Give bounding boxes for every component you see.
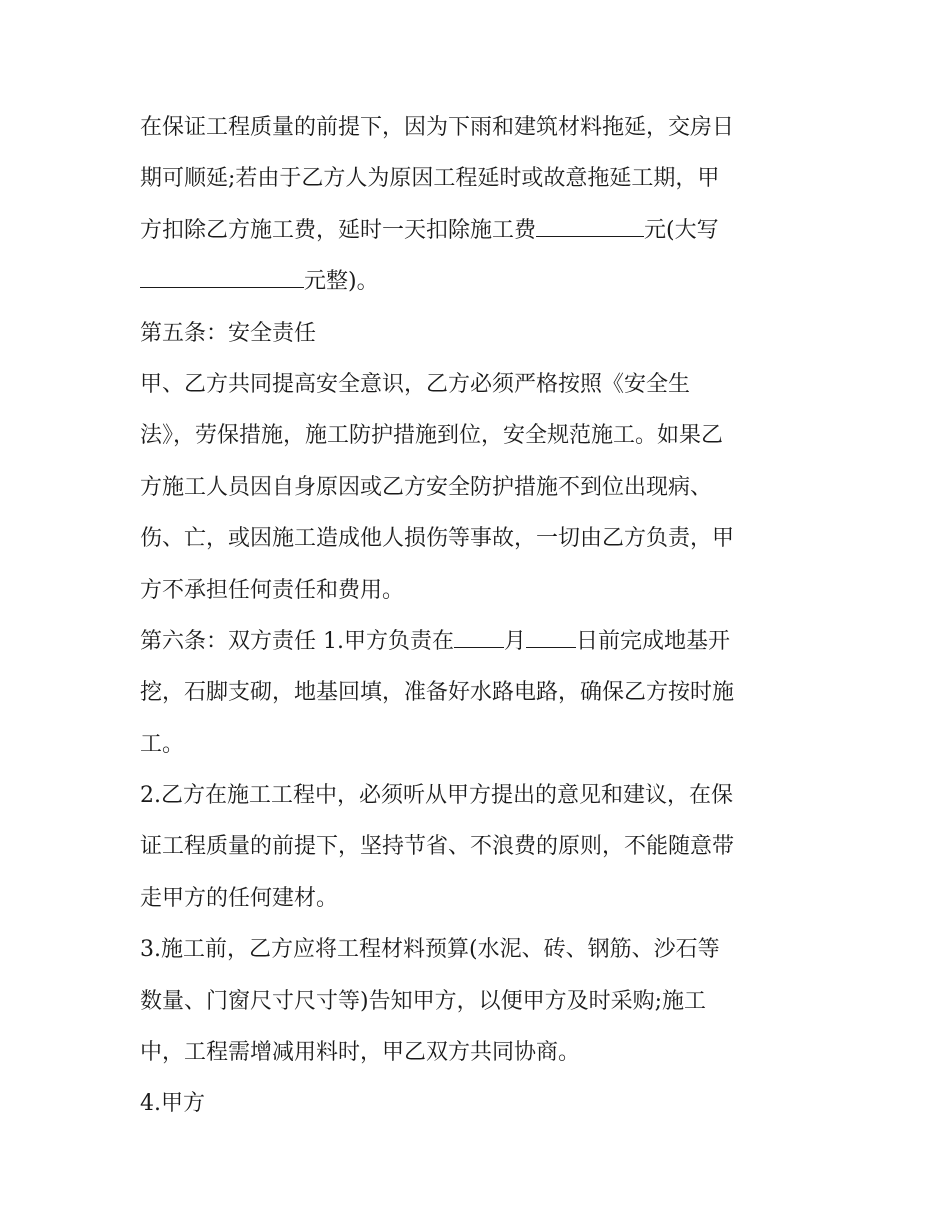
text-line: 4.甲方 [140, 1091, 205, 1117]
text-line: 工。 [140, 731, 185, 757]
fill-in-blank [526, 626, 576, 648]
text-line: 在保证工程质量的前提下，因为下雨和建筑材料拖延，交房日 [140, 115, 735, 140]
text-line: 伤、亡，或因施工造成他人损伤等事故，一切由乙方负责，甲 [140, 526, 735, 552]
fill-in-blank [140, 266, 304, 288]
text-line: 方施工人员因自身原因或乙方安全防护措施不到位出现病、 [140, 474, 713, 500]
text-line: 方不承担任何责任和费用。 [140, 577, 405, 603]
text-segment: 月 [503, 628, 526, 654]
text-segment: 日前完成地基开 [576, 628, 731, 654]
text-line: 中，工程需增减用料时，甲乙双方共同协商。 [140, 1040, 581, 1066]
text-line-with-blank [140, 616, 830, 667]
text-line: 期可顺延;若由于乙方人为原因工程延时或故意拖延工期，甲 [140, 166, 720, 192]
text-segment: 方扣除乙方施工费，延时一天扣除施工费 [140, 217, 537, 243]
text-segment: 元整)。 [304, 269, 379, 295]
text-segment: 元(大写 [644, 217, 719, 243]
text-line: 2.乙方在施工工程中，必须听从甲方提出的意见和建议，在保 [140, 783, 733, 809]
text-line: 证工程质量的前提下，坚持节省、不浪费的原则，不能随意带 [140, 834, 735, 860]
text-line: 挖，石脚支砌，地基回填，准备好水路电路，确保乙方按时施 [140, 680, 735, 706]
text-segment: 第六条：双方责任 1.甲方负责在 [140, 628, 454, 654]
text-line: 走甲方的任何建材。 [140, 885, 339, 911]
contract-body [140, 102, 830, 1130]
fill-in-blank [536, 215, 644, 237]
text-line: 甲、乙方共同提高安全意识，乙方必须严格按照《安全生 [140, 371, 691, 397]
text-line-with-blank [140, 205, 830, 256]
text-line: 3.施工前，乙方应将工程材料预算(水泥、砖、钢筋、沙石等 [140, 937, 720, 963]
section-heading: 第五条：安全责任 [140, 320, 317, 346]
text-line: 数量、门窗尺寸尺寸等)告知甲方，以便甲方及时采购;施工 [140, 988, 706, 1014]
fill-in-blank [454, 626, 504, 648]
text-line: 法》，劳保措施，施工防护措施到位，安全规范施工。如果乙 [140, 423, 724, 449]
text-line-with-blank [140, 256, 830, 307]
